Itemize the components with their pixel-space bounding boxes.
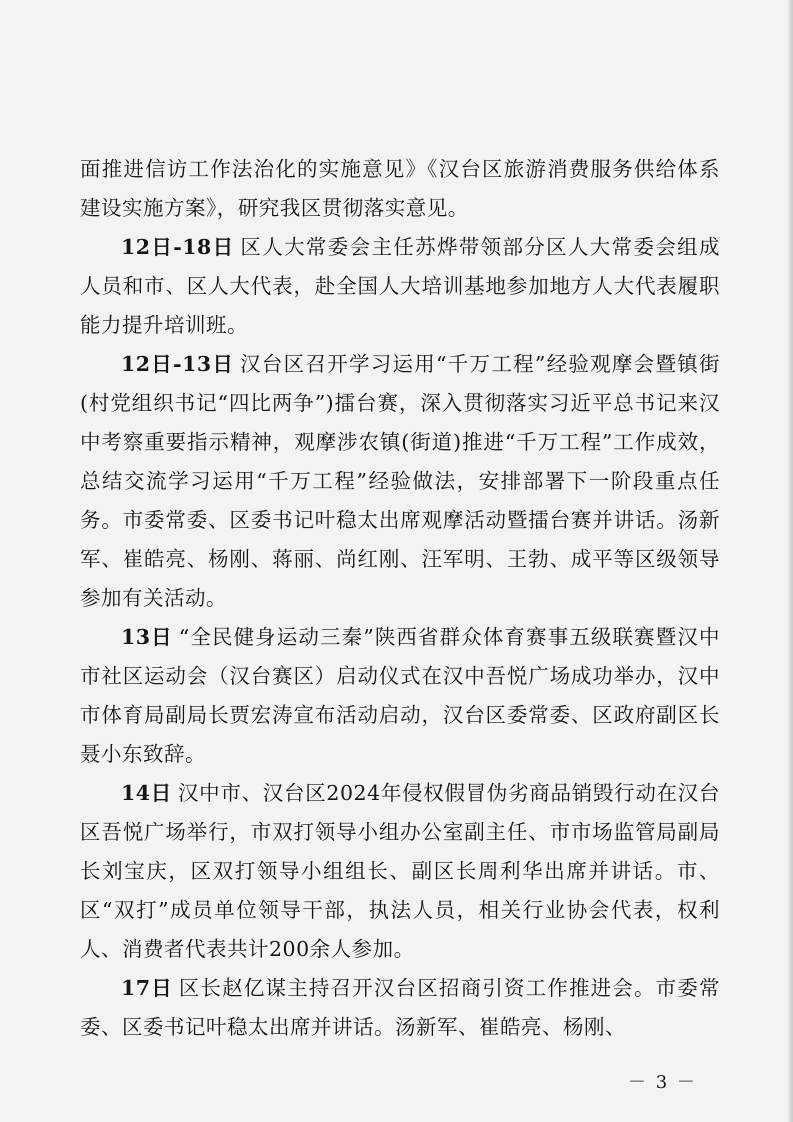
entry-date: 12日-13日: [121, 352, 235, 376]
page-number: － 3 －: [628, 1072, 697, 1093]
paragraph-text: “全民健身运动三秦”陕西省群众体育赛事五级联赛暨汉中市社区运动会（汉台赛区）启动仪式在汉中吾悦广场成功举办，汉中市体育局副局长贾宏涛宣布活动启动，汉台区委常委、区政府副区长聂小东致辞。: [80, 625, 720, 766]
paragraph-continued: [80, 150, 720, 228]
entry-date: 13日: [121, 625, 173, 649]
document-body: [80, 150, 720, 1047]
paragraph-entry: [80, 228, 720, 345]
paragraph-entry: [80, 774, 720, 969]
paragraph-entry: [80, 969, 720, 1047]
paragraph-text: 汉中市、汉台区2024年侵权假冒伪劣商品销毁行动在汉台区吾悦广场举行，市双打领导小组办公室副主任、市市场监管局副局长刘宝庆，区双打领导小组组长、副区长周利华出席并讲话。市、区“双打”成员单位领导干部，执法人员，相关行业协会代表，权利人、消费者代表共计200余人参加。: [80, 781, 720, 961]
scan-edge-shadow: [787, 0, 793, 1122]
entry-date: 17日: [121, 976, 173, 1000]
entry-date: 12日-18日: [121, 235, 235, 259]
entry-date: 14日: [121, 781, 172, 805]
paragraph-text: 区人大常委会主任苏烨带领部分区人大常委会组成人员和市、区人大代表，赴全国人大培训基地参加地方人大代表履职能力提升培训班。: [80, 235, 720, 337]
paragraph-text: 面推进信访工作法治化的实施意见》《汉台区旅游消费服务供给体系建设实施方案》，研究我区贯彻落实意见。: [80, 157, 720, 220]
paragraph-entry: [80, 345, 720, 618]
paragraph-text: 区长赵亿谋主持召开汉台区招商引资工作推进会。市委常委、区委书记叶稳太出席并讲话。汤新军、崔皓亮、杨刚、: [80, 976, 720, 1039]
paragraph-entry: [80, 618, 720, 774]
paragraph-text: 汉台区召开学习运用“千万工程”经验观摩会暨镇街(村党组织书记“四比两争”)擂台赛，深入贯彻落实习近平总书记来汉中考察重要指示精神，观摩涉农镇(街道)推进“千万工程”工作成效，总结交流学习运用“千万工程”经验做法，安排部署下一阶段重点任务。市委常委、区委书记叶稳太出席观摩活动暨擂台赛并讲话。汤新军、崔皓亮、杨刚、蒋丽、尚红刚、汪军明、王勃、成平等区级领导参加有关活动。: [80, 352, 720, 610]
